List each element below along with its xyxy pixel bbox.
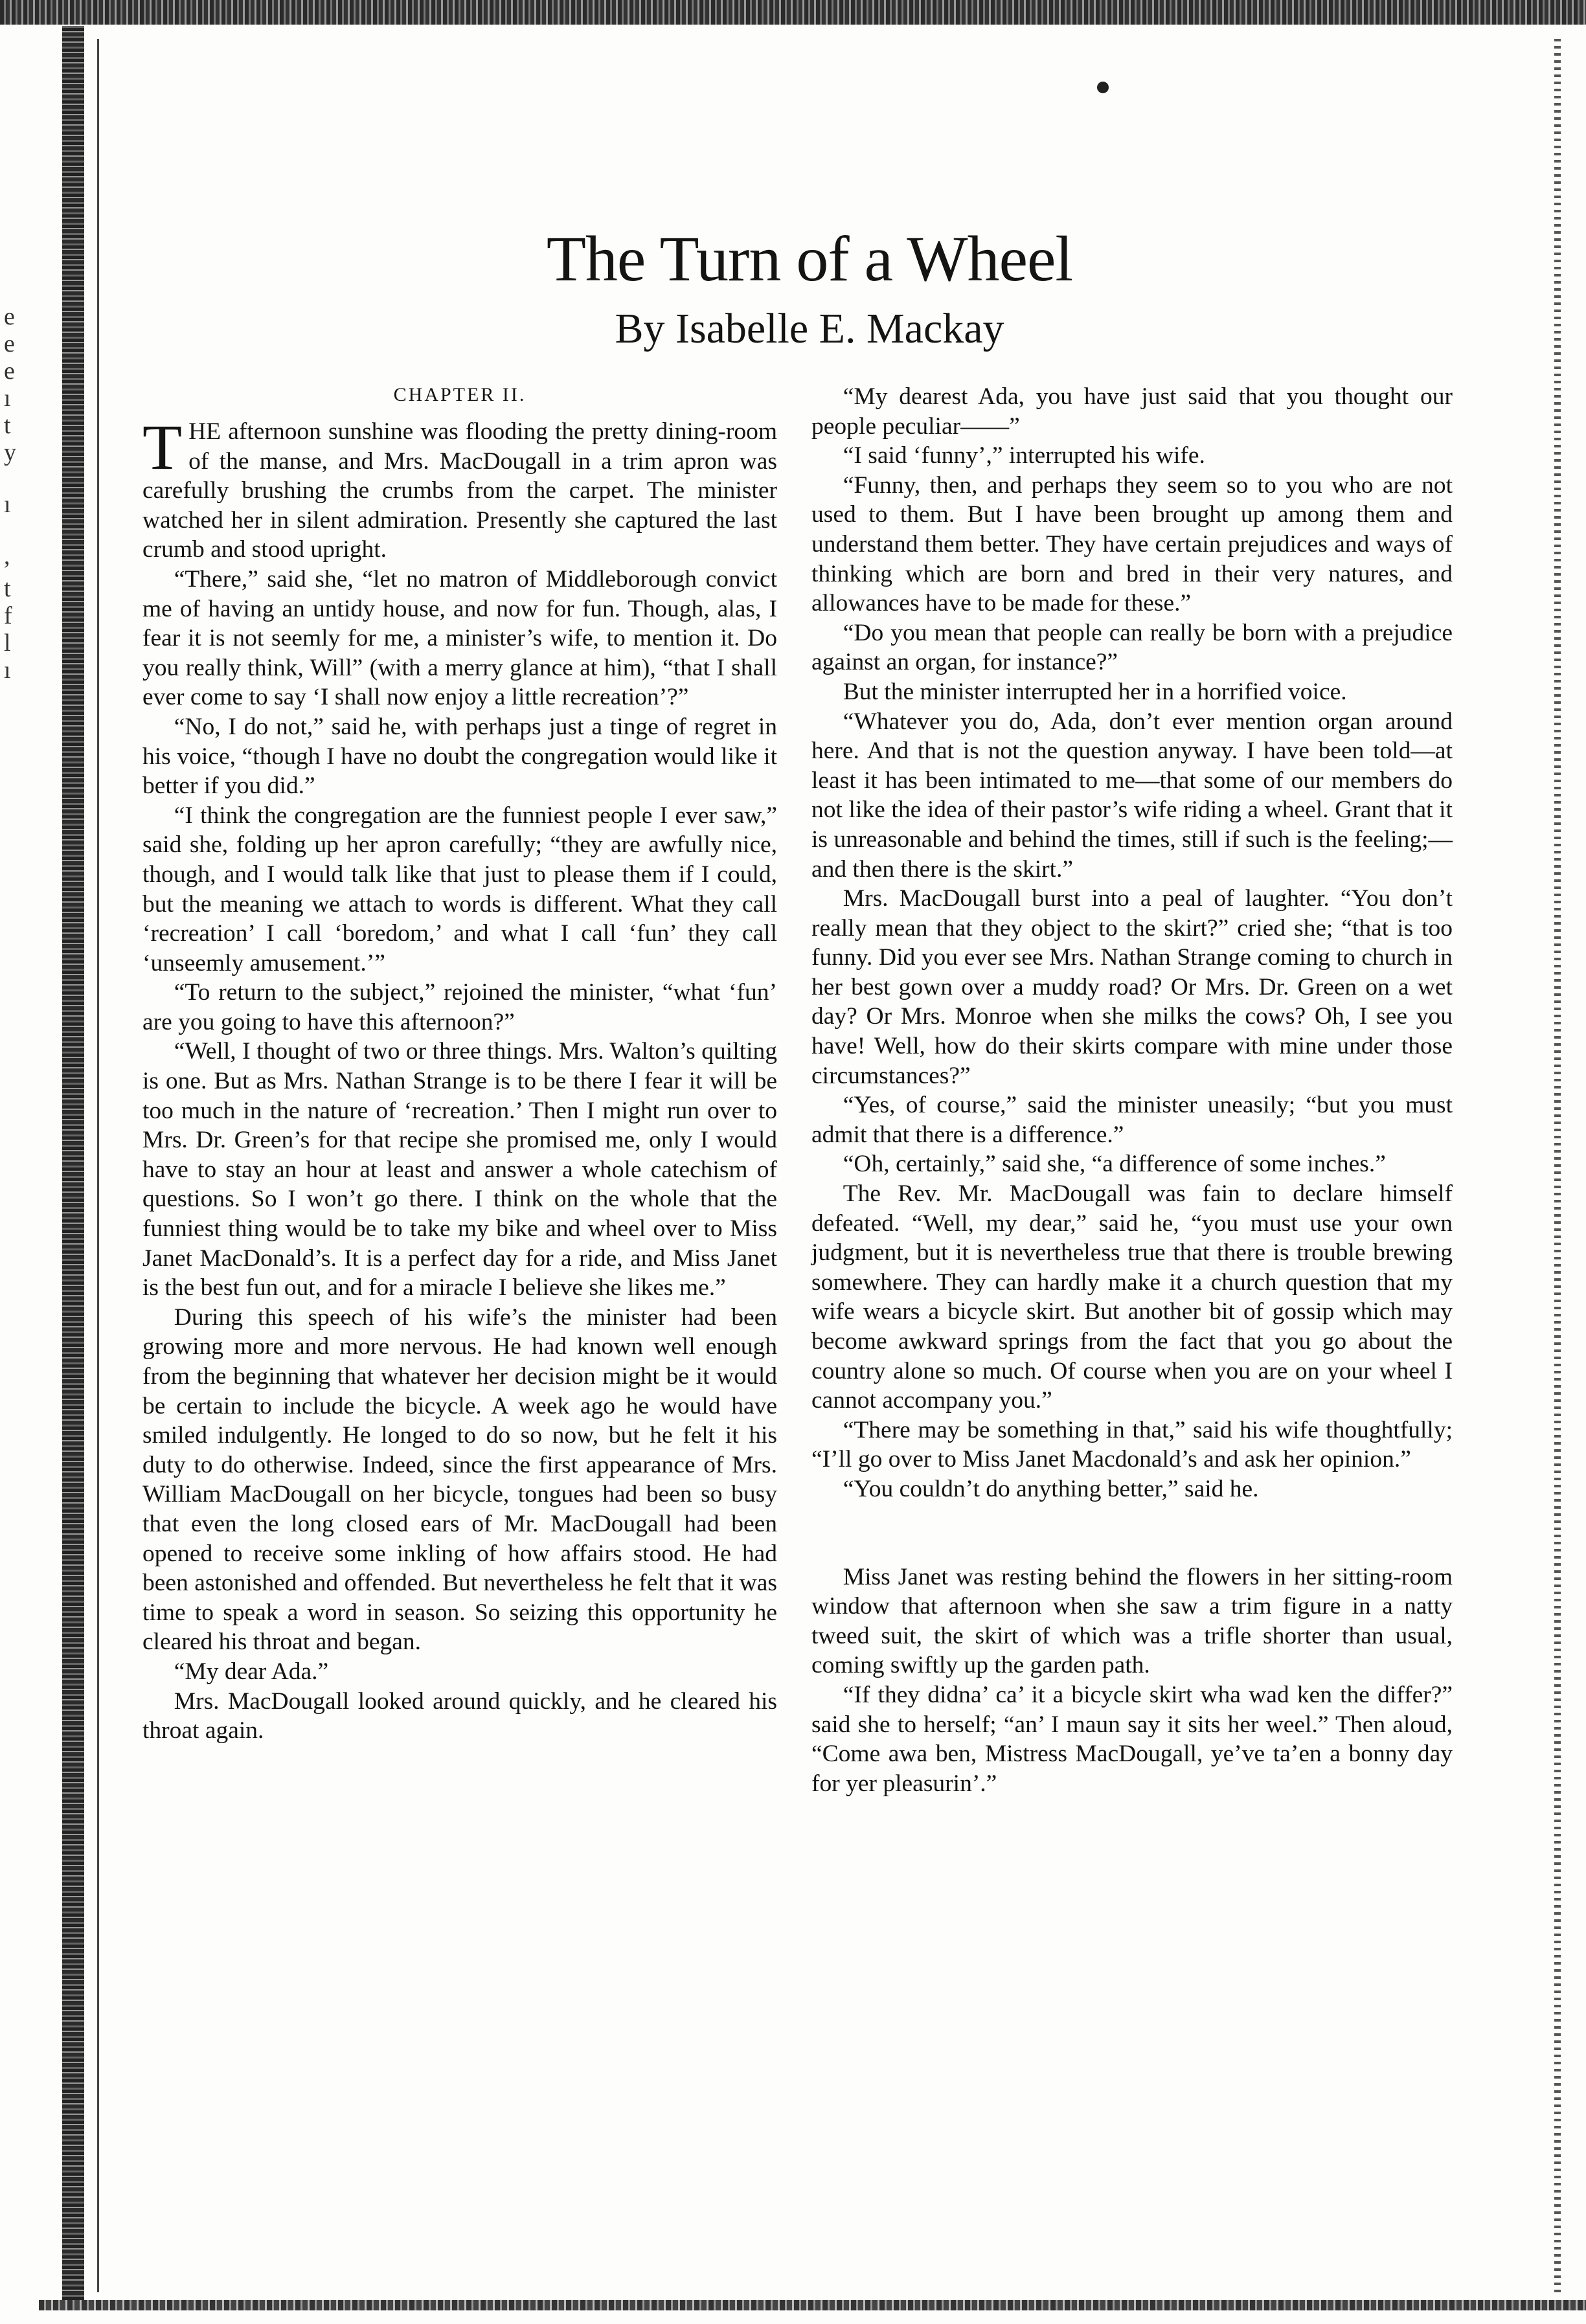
margin-fragment: l [4,629,11,657]
article-title: The Turn of a Wheel [546,223,1073,295]
paragraph: Mrs. MacDougall looked around quickly, and he cleared his throat again. [142,1687,777,1744]
ink-dot [1097,82,1109,93]
bottom-scan-edge [39,2300,1586,2310]
paragraph: The Rev. Mr. MacDougall was fain to declare himself defeated. “Well, my dear,” said he, “you must use your own judgment, but it is nevertheless true that there is trouble brewing somewhere. They can hardly make it a church question that my wife wears a bicycle skirt. But another bit of gossip which may become awkward springs from the fact that you go about the country alone so much. Of course when you are on your wheel I cannot accompany you.” [811,1180,1453,1414]
paragraph: THE afternoon sunshine was flooding the pretty dining-room of the manse, and Mrs. MacDougall in a trim apron was carefully brushing the crumbs from the carpet. The minister watched her in silent admiration. Presently she captured the last crumb and stood upright. [142,411,777,563]
margin-fragment: e [4,330,15,357]
paragraph: “Whatever you do, Ada, don’t ever mention organ around here. And that is not the question anyway. I have been told—at least it has been intimated to me—that some of our members do not like the idea of their pastor’s wife riding a wheel. Grant that it is unreasonable and behind the times, still if such is the feeling;—and then there is the skirt.” [811,708,1453,883]
margin-fragment: t [4,575,11,602]
article-byline: By Isabelle E. Mackay [615,305,1004,352]
paragraph: “Well, I thought of two or three things. Mrs. Walton’s quilting is one. But as Mrs. Nathan Strange is to be there I fear it will be too much in the nature of ‘recreation.’ Then I might run over to Mrs. Dr. Green’s for that recipe she promised me, only I would have to stay an hour at least and answer a whole catechism of questions. So I won’t go there. I think on the whole that the funniest thing would be to take my bike and wheel over to Miss Janet MacDonald’s. It is a perfect day for a ride, and Miss Janet is the best fun out, and for a miracle I believe she likes me.” [142,1038,777,1302]
paragraph: But the minister interrupted her in a horrified voice. [843,678,1347,705]
paragraph: Miss Janet was resting behind the flowers in her sitting-room window that afternoon when she saw a trim figure in a natty tweed suit, the skirt of which was a trifle shorter than usual, coming swiftly up the garden path. [811,1563,1453,1679]
chapter-heading: CHAPTER II. [393,384,527,405]
paragraph: Mrs. MacDougall burst into a peal of laughter. “You don’t really mean that they object to the skirt?” cried she; “that is too funny. Did you ever see Mrs. Nathan Strange coming to church in her best gown over a muddy road? Or Mrs. Dr. Green on a wet day? Or Mrs. Monroe when she milks the cows? Oh, I see you have! Well, how do their skirts compare with mine under those circumstances?” [811,885,1453,1089]
paragraph: “Do you mean that people can really be born with a prejudice against an organ, for instance?” [811,619,1453,676]
margin-fragment: e [4,303,15,330]
left-column [142,382,777,1746]
margin-fragment: f [4,602,12,629]
paragraph: “My dear Ada.” [174,1658,329,1685]
right-scan-edge [1554,39,1561,2292]
margin-fragment: ı [4,657,11,684]
paragraph: “I said ‘funny’,” interrupted his wife. [843,442,1205,469]
margin-fragment: ı [4,385,11,412]
paragraph: “Yes, of course,” said the minister uneasily; “but you must admit that there is a difference.” [811,1092,1453,1148]
margin-fragment: ı [4,491,11,518]
drop-cap: T [142,411,183,483]
paragraph: “Oh, certainly,” said she, “a difference of some inches.” [843,1151,1386,1178]
margin-fragment: y [4,439,16,466]
paragraph: “I think the congregation are the funniest people I ever saw,” said she, folding up her apron carefully; “they are awfully nice, though, and I would talk like that just to please them if I could, but the meaning we attach to words is different. What they call ‘recreation’ I call ‘boredom,’ and what I call ‘fun’ they call ‘unseemly amusement.’” [142,802,777,976]
paragraph: “You couldn’t do anything better,” said he. [843,1475,1259,1502]
right-column [811,382,1453,1798]
paragraph: “No, I do not,” said he, with perhaps just a tinge of regret in his voice, “though I have no doubt the congregation would like it better if you did.” [142,713,777,800]
paragraph: “There may be something in that,” said his wife thoughtfully; “I’ll go over to Miss Janet Macdonald’s and ask her opinion.” [811,1416,1453,1473]
margin-fragment: , [4,543,10,570]
left-binding-edge [62,26,84,2300]
paragraph: “To return to the subject,” rejoined the minister, “what ‘fun’ are you going to have this afternoon?” [142,979,777,1035]
paragraph: “Funny, then, and perhaps they seem so to you who are not used to them. But I have been brought up among them and understand them better. They have certain prejudices and ways of thinking which are born and bred in their very natures, and allowances have to be made for these.” [811,471,1453,617]
top-scan-edge [0,0,1586,25]
left-margin-rule [97,39,99,2292]
section-break [811,1504,1453,1562]
margin-fragment: t [4,412,11,439]
paragraph: “If they didna’ ca’ it a bicycle skirt wha wad ken the differ?” said she to herself; “an’ I maun say it sits her weel.” Then aloud, “Come awa ben, Mistress MacDougall, ye’ve ta’en a bonny day for yer pleasurin’.” [811,1681,1453,1797]
paragraph: “There,” said she, “let no matron of Middleborough convict me of having an untidy house, and now for fun. Though, alas, I fear it is not seemly for me, a minister’s wife, to mention it. Do you really think, Will” (with a merry glance at him), “that I shall ever come to say ‘I shall now enjoy a little recreation’?” [142,565,777,711]
paragraph: “My dearest Ada, you have just said that you thought our people peculiar——” [811,383,1453,440]
paragraph: During this speech of his wife’s the minister had been growing more and more nervous. He had known well enough from the beginning that whatever her decision might be it would be certain to include the bicycle. A week ago he would have smiled indulgently. He longed to do so now, but he felt it his duty to do otherwise. Indeed, since the first appearance of Mrs. William MacDougall on her bicycle, tongues had been so busy that even the long closed ears of Mr. MacDougall had been opened to receive some inkling of how affairs stood. He had been astonished and offended. But nevertheless he felt that it was time to speak a word in season. So seizing this opportunity he cleared his throat and began. [142,1303,777,1656]
margin-fragment: e [4,357,15,385]
